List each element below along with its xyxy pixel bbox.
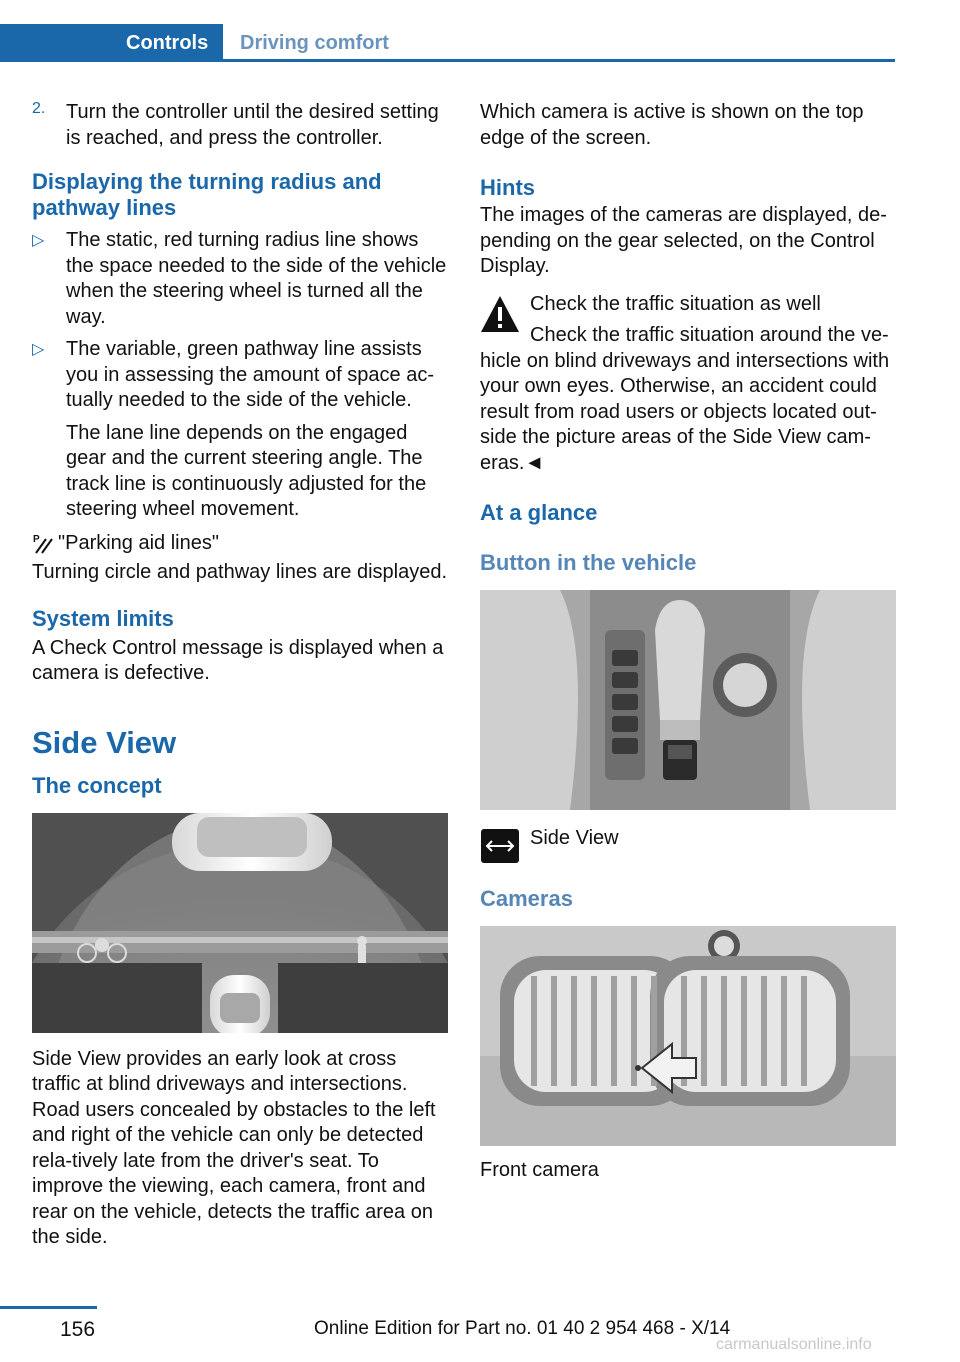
side-view-button (480, 826, 896, 866)
heading-system-limits: System limits (32, 605, 174, 631)
page-header (0, 24, 895, 62)
front-camera-caption: Front camera (480, 1159, 599, 1181)
heading-hints: Hints (480, 175, 535, 200)
section-tab: Controls (0, 24, 223, 62)
bullet-text: The variable, green pathway line assists you in assessing the amount of space ac-tually needed to the side of the vehicle. (66, 338, 434, 411)
step-2 (32, 100, 448, 151)
bullet-subtext: The lane line depends on the engaged gear and the current steering angle. The track line is continuously adjusted for the steering wheel movement. (66, 421, 427, 520)
footer-rule (0, 1306, 97, 1309)
warning-head (530, 292, 889, 349)
bullet-item (32, 337, 448, 414)
svg-text:P: P (33, 534, 40, 546)
warning-block (480, 292, 896, 349)
heading-at-a-glance: At a glance (480, 500, 598, 525)
warning-triangle-icon (480, 294, 520, 334)
watermark: carmanualsonline.info (716, 1336, 872, 1353)
bullet-text: The static, red turning radius line shows the space needed to the side of the vehicle when the steering wheel is turned all the way. (66, 229, 447, 328)
camera-active-text: Which camera is active is shown on the top edge of the screen. (480, 101, 864, 149)
warning-text-first: Check the traffic situation around the ve- (530, 324, 889, 346)
chapter-tab: Driving comfort (240, 32, 389, 54)
front-camera-photo (480, 926, 896, 1146)
limits-text: A Check Control message is displayed when a camera is defective. (32, 636, 444, 684)
left-column (32, 100, 448, 1251)
right-column (480, 100, 896, 1184)
side-view-label: Side View (530, 827, 619, 849)
bullet-item (32, 228, 448, 330)
heading-side-view: Side View (32, 724, 177, 760)
side-view-camera-icon (480, 826, 520, 866)
parking-aid-option (32, 531, 448, 557)
heading-turning-radius: Displaying the turning radius and pathway lines (32, 169, 382, 220)
warning-text: hicle on blind driveways and intersections with your own eyes. Otherwise, an accident could result from road users or objects located out-side the picture areas of the Side View cam-eras.◄ (480, 349, 890, 474)
center-console-photo (480, 590, 896, 810)
turning-displayed-text: Turning circle and pathway lines are displayed. (32, 561, 448, 583)
concept-text: Side View provides an early look at cross traffic at blind driveways and intersections. Road users concealed by obstacles to the left and right of the vehicle can only be detected rela-tively late from the driver's seat. To improve the viewing, each camera, front and rear on the vehicle, detects the traffic area on the side. (32, 1047, 436, 1248)
heading-button-in-vehicle: Button in the vehicle (480, 550, 697, 575)
triangle-bullet-icon: ▷ (32, 232, 45, 249)
heading-concept: The concept (32, 772, 162, 798)
hints-text: The images of the cameras are displayed, de-pending on the gear selected, on the Control Display. (480, 204, 887, 277)
concept-illustration (32, 813, 448, 1033)
triangle-bullet-icon: ▷ (32, 341, 45, 358)
step-text: Turn the controller until the desired setting is reached, and press the controller. (66, 101, 439, 149)
parking-aid-label: "Parking aid lines" (58, 531, 219, 554)
warning-title: Check the traffic situation as well (530, 292, 821, 315)
edition-text: Online Edition for Part no. 01 40 2 954 468 - X/14 (314, 1318, 731, 1339)
parking-aid-lines-icon (32, 531, 58, 555)
heading-cameras: Cameras (480, 886, 573, 911)
page-number: 156 (60, 1318, 96, 1341)
step-number: 2. (32, 100, 46, 117)
